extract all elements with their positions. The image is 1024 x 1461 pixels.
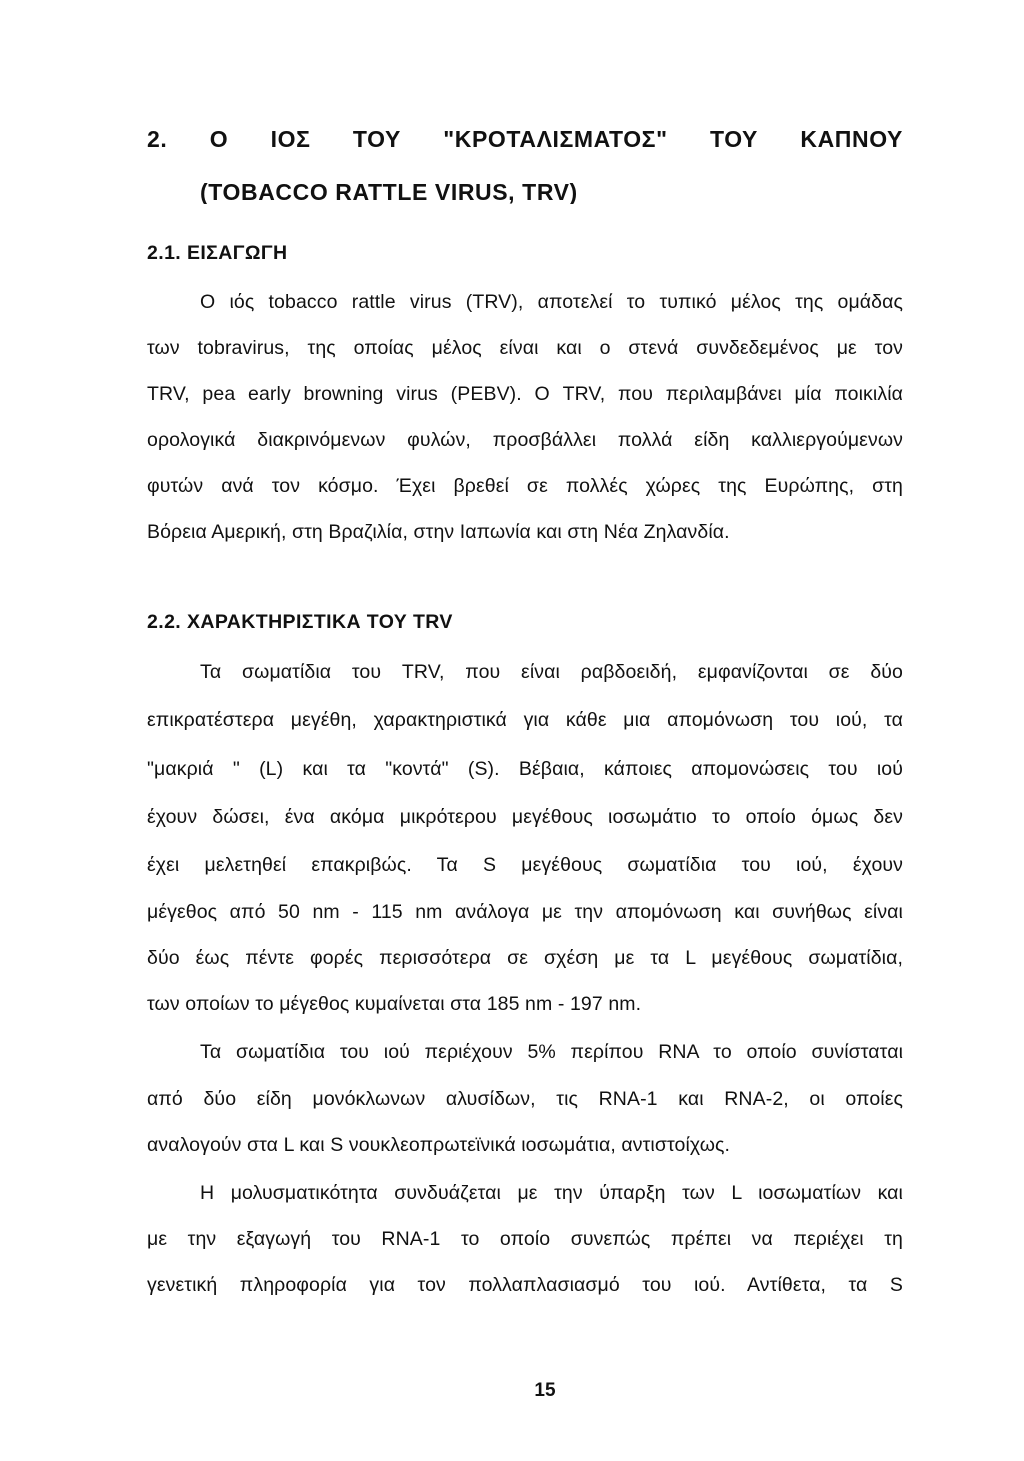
paragraph-line: γενετική πληροφορία για τον πολλαπλασιασμό του ιού. Αντίθετα, τα S [147,1274,903,1296]
chapter-subtitle: (TOBACCO RATTLE VIRUS, TRV) [200,180,578,204]
paragraph-line: TRV, pea early browning virus (PEBV). Ο TRV, που περιλαμβάνει μία ποικιλία [147,383,903,405]
section-heading-characteristics: 2.2. ΧΑΡΑΚΤΗΡΙΣΤΙΚΑ ΤΟΥ TRV [147,611,453,633]
paragraph-line: Τα σωματίδια του ιού περιέχουν 5% περίπου RNA το οποίο συνίσταται [200,1041,903,1063]
paragraph-line: αναλογούν στα L και S νουκλεοπρωτεϊνικά ιοσωμάτια, αντιστοίχως. [147,1134,731,1156]
page-number: 15 [534,1380,556,1401]
paragraph-line: Η μολυσματικότητα συνδυάζεται με την ύπαρξη των L ιοσωματίων και [200,1182,903,1204]
paragraph-line: μέγεθος από 50 nm - 115 nm ανάλογα με την απομόνωση και συνήθως είναι [147,901,903,923]
paragraph-line: των tobravirus, της οποίας μέλος είναι και ο στενά συνδεδεμένος με τον [147,337,903,359]
paragraph-line: των οποίων το μέγεθος κυμαίνεται στα 185 nm - 197 nm. [147,993,642,1015]
paragraph-line: Τα σωματίδια του TRV, που είναι ραβδοειδή, εμφανίζονται σε δύο [200,661,903,683]
paragraph-line: φυτών ανά τον κόσμο. Έχει βρεθεί σε πολλές χώρες της Ευρώπης, στη [147,475,903,497]
paragraph-line: επικρατέστερα μεγέθη, χαρακτηριστικά για κάθε μια απομόνωση του ιού, τα [147,709,903,731]
paragraph-line: έχει μελετηθεί επακριβώς. Τα S μεγέθους σωματίδια του ιού, έχουν [147,854,903,876]
chapter-title: 2. Ο ΙΟΣ ΤΟΥ "ΚΡΟΤΑΛΙΣΜΑΤΟΣ" ΤΟΥ ΚΑΠΝΟΥ [147,127,903,151]
paragraph-line: "μακριά " (L) και τα "κοντά" (S). Βέβαια, κάποιες απομονώσεις του ιού [147,758,903,780]
paragraph-line: Βόρεια Αμερική, στη Βραζιλία, στην Ιαπωνία και στη Νέα Ζηλανδία. [147,521,730,543]
paragraph-line: δύο έως πέντε φορές περισσότερα σε σχέση με τα L μεγέθους σωματίδια, [147,947,903,969]
paragraph-line: με την εξαγωγή του RNA-1 το οποίο συνεπώς πρέπει να περιέχει τη [147,1228,903,1250]
paragraph-line: έχουν δώσει, ένα ακόμα μικρότερου μεγέθους ιοσωμάτιο το οποίο όμως δεν [147,806,903,828]
section-heading-introduction: 2.1. ΕΙΣΑΓΩΓΗ [147,242,288,264]
paragraph-line: Ο ιός tobacco rattle virus (TRV), αποτελεί το τυπικό μέλος της ομάδας [200,291,903,313]
paragraph-line: από δύο είδη μονόκλωνων αλυσίδων, τις RNA-1 και RNA-2, οι οποίες [147,1088,903,1110]
paragraph-line: ορολογικά διακρινόμενων φυλών, προσβάλλει πολλά είδη καλλιεργούμενων [147,429,903,451]
